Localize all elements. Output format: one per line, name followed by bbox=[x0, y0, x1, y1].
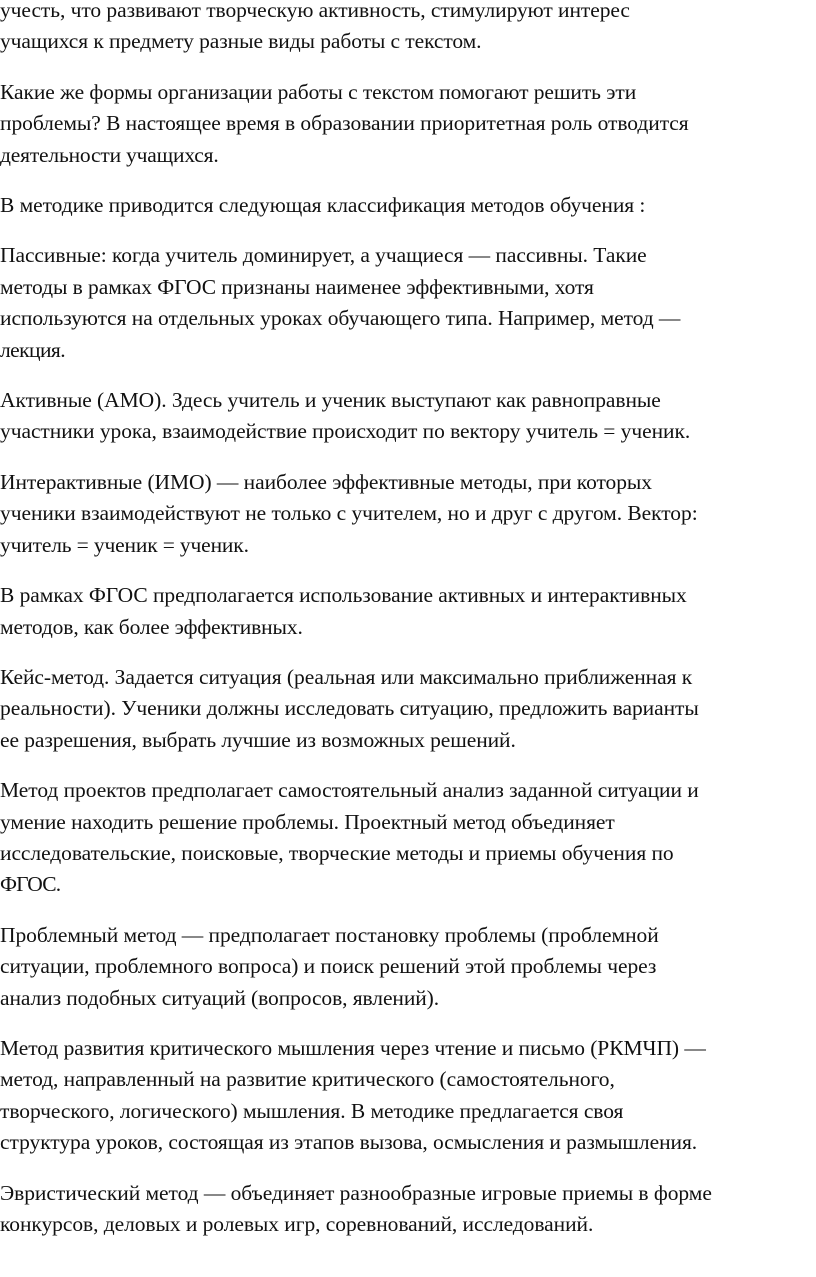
text-line: проблемы? В настоящее время в образовании приоритетная роль отводится bbox=[0, 111, 689, 136]
text-line: Метод проектов предполагает самостоятельный анализ заданной ситуации и bbox=[0, 778, 699, 803]
text-line: ситуации, проблемного вопроса) и поиск решений этой проблемы через bbox=[0, 954, 657, 979]
text-line: структура уроков, состоящая из этапов вызова, осмысления и размышления. bbox=[0, 1130, 698, 1155]
text-line: Кейс-метод. Задается ситуация (реальная или максимально приближенная к bbox=[0, 664, 693, 689]
text-line: конкурсов, деловых и ролевых игр, соревнований, исследований. bbox=[0, 1212, 594, 1236]
text-line: умение находить решение проблемы. Проектный метод объединяет bbox=[0, 809, 615, 834]
text-line: используются на отдельных уроках обучающего типа. Например, метод — bbox=[0, 306, 681, 331]
text-line: ученики взаимодействуют не только с учителем, но и друг с другом. Вектор: bbox=[0, 501, 698, 526]
text-line: Проблемный метод — предполагает постановку проблемы (проблемной bbox=[0, 922, 659, 947]
text-line: учесть, что развивают творческую активность, стимулируют интерес bbox=[0, 0, 630, 22]
text-line: исследовательские, поисковые, творческие методы и приемы обучения по bbox=[0, 840, 674, 865]
text-line: ФГОС. bbox=[0, 872, 61, 897]
text-line: анализ подобных ситуаций (вопросов, явлений). bbox=[0, 985, 440, 1010]
text-line: участники урока, взаимодействие происходит по вектору учитель = ученик. bbox=[0, 419, 691, 444]
text-paragraph bbox=[0, 920, 816, 1014]
text-line: деятельности учащихся. bbox=[0, 142, 219, 167]
text-line: В рамках ФГОС предполагается использование активных и интерактивных bbox=[0, 583, 687, 608]
text-line: лекция. bbox=[0, 337, 65, 362]
text-line: Метод развития критического мышления через чтение и письмо (РКМЧП) — bbox=[0, 1035, 706, 1060]
text-paragraph bbox=[0, 1178, 816, 1241]
text-line: Эвристический метод — объединяет разнообразные игровые приемы в форме bbox=[0, 1180, 712, 1205]
text-line: методов, как более эффективных. bbox=[0, 614, 303, 639]
text-paragraph bbox=[0, 385, 816, 448]
text-paragraph bbox=[0, 240, 816, 366]
text-line: метод, направленный на развитие критического (самостоятельного, bbox=[0, 1067, 615, 1092]
text-paragraph bbox=[0, 0, 816, 58]
text-line: Интерактивные (ИМО) — наиболее эффективные методы, при которых bbox=[0, 469, 652, 494]
text-line: Активные (АМО). Здесь учитель и ученик выступают как равноправные bbox=[0, 388, 661, 413]
text-paragraph bbox=[0, 1033, 816, 1159]
text-line: Какие же формы организации работы с текстом помогают решить эти bbox=[0, 79, 637, 104]
text-line: методы в рамках ФГОС признаны наименее эффективными, хотя bbox=[0, 274, 594, 299]
text-paragraph bbox=[0, 580, 816, 643]
text-paragraph bbox=[0, 467, 816, 561]
text-line: учитель = ученик = ученик. bbox=[0, 532, 249, 557]
text-line: реальности). Ученики должны исследовать ситуацию, предложить варианты bbox=[0, 696, 699, 721]
text-paragraph bbox=[0, 77, 816, 171]
text-line: ее разрешения, выбрать лучшие из возможных решений. bbox=[0, 727, 516, 752]
text-line: творческого, логического) мышления. В методике предлагается своя bbox=[0, 1098, 624, 1123]
text-line: Пассивные: когда учитель доминирует, а учащиеся — пассивны. Такие bbox=[0, 243, 647, 268]
text-paragraph bbox=[0, 662, 816, 756]
text-paragraph bbox=[0, 190, 816, 221]
text-paragraph bbox=[0, 775, 816, 901]
text-line: В методике приводится следующая классификация методов обучения : bbox=[0, 193, 646, 218]
text-line: учащихся к предмету разные виды работы с текстом. bbox=[0, 29, 482, 54]
